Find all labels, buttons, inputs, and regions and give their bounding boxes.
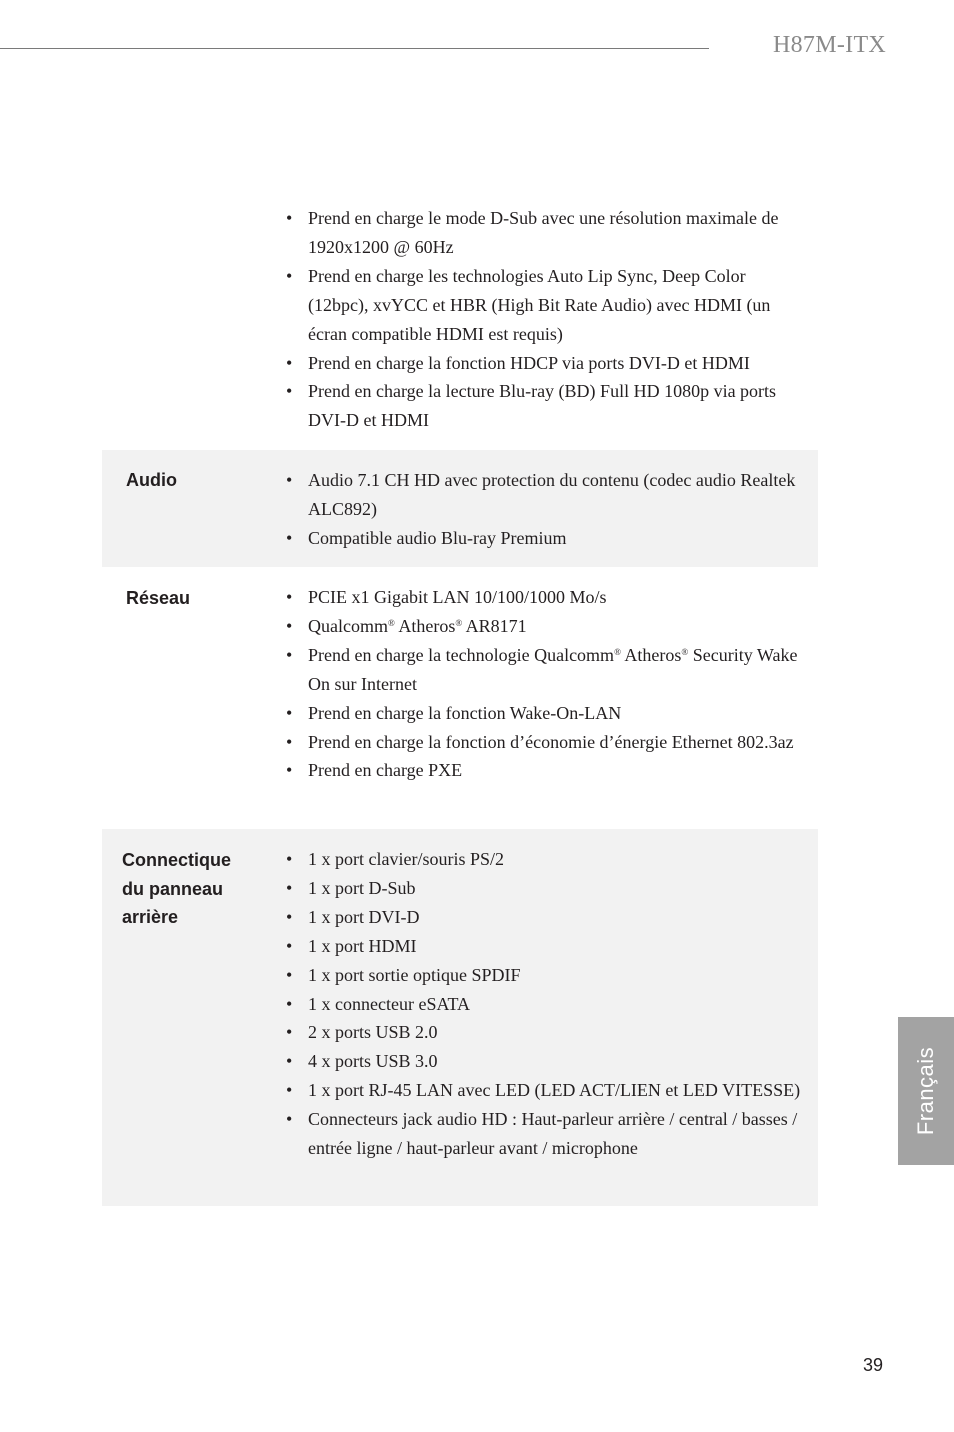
list-item: • 4 x ports USB 3.0 (308, 1047, 808, 1076)
spec-network (102, 567, 818, 829)
list-item: • 1 x port HDMI (308, 932, 808, 961)
spec-rear-panel (102, 829, 818, 1206)
page-number: 39 (863, 1355, 884, 1375)
list-item: • Prend en charge la fonction Wake-On-LAN (308, 699, 808, 728)
spec-label-network: Réseau (126, 588, 191, 608)
list-item: • Prend en charge la technologie Qualcomm® Atheros® Security Wake On sur Internet (308, 641, 808, 699)
list-item: • 1 x port RJ-45 LAN avec LED (LED ACT/LIEN et LED VITESSE) (308, 1076, 808, 1105)
spec-label-audio: Audio (126, 470, 177, 490)
list-item: • 2 x ports USB 2.0 (308, 1018, 808, 1047)
list-item: • 1 x connecteur eSATA (308, 990, 808, 1019)
list-item: • Compatible audio Blu-ray Premium (308, 524, 808, 553)
header-rule (0, 48, 709, 49)
spec-graphics-continued (102, 200, 818, 450)
list-item: • Prend en charge le mode D-Sub avec une résolution maximale de 1920x1200 @ 60Hz (308, 204, 808, 262)
network-feature-list (308, 583, 808, 785)
graphics-feature-list (308, 204, 808, 435)
list-item: • Prend en charge la lecture Blu-ray (BD) Full HD 1080p via ports DVI-D et HDMI (308, 377, 808, 435)
list-item: • 1 x port DVI-D (308, 903, 808, 932)
list-item: • Connecteurs jack audio HD : Haut-parleur arrière / central / basses / entrée ligne / haut-parleur avant / microphone (308, 1105, 808, 1163)
list-item: • 1 x port sortie optique SPDIF (308, 961, 808, 990)
list-item: • Prend en charge la fonction d’économie d’énergie Ethernet 802.3az (308, 728, 808, 757)
list-item: • Prend en charge PXE (308, 756, 808, 785)
list-item: • PCIE x1 Gigabit LAN 10/100/1000 Mo/s (308, 583, 808, 612)
list-item: • 1 x port D-Sub (308, 874, 808, 903)
list-item: • Audio 7.1 CH HD avec protection du contenu (codec audio Realtek ALC892) (308, 466, 808, 524)
spec-label-rear-panel: Connectique du panneau arrière (122, 850, 232, 927)
audio-feature-list (308, 466, 808, 553)
language-tab (898, 1017, 954, 1165)
model-name: H87M-ITX (773, 32, 887, 58)
list-item: • Qualcomm® Atheros® AR8171 (308, 612, 808, 641)
list-item: • Prend en charge la fonction HDCP via ports DVI-D et HDMI (308, 349, 808, 378)
rear-panel-port-list (308, 845, 808, 1163)
list-item: • Prend en charge les technologies Auto Lip Sync, Deep Color (12bpc), xvYCC et HBR (High Bit Rate Audio) avec HDMI (un écran compatible HDMI est requis) (308, 262, 808, 349)
language-tab-label: Français (913, 1046, 938, 1136)
spec-audio (102, 450, 818, 567)
list-item: • 1 x port clavier/souris PS/2 (308, 845, 808, 874)
